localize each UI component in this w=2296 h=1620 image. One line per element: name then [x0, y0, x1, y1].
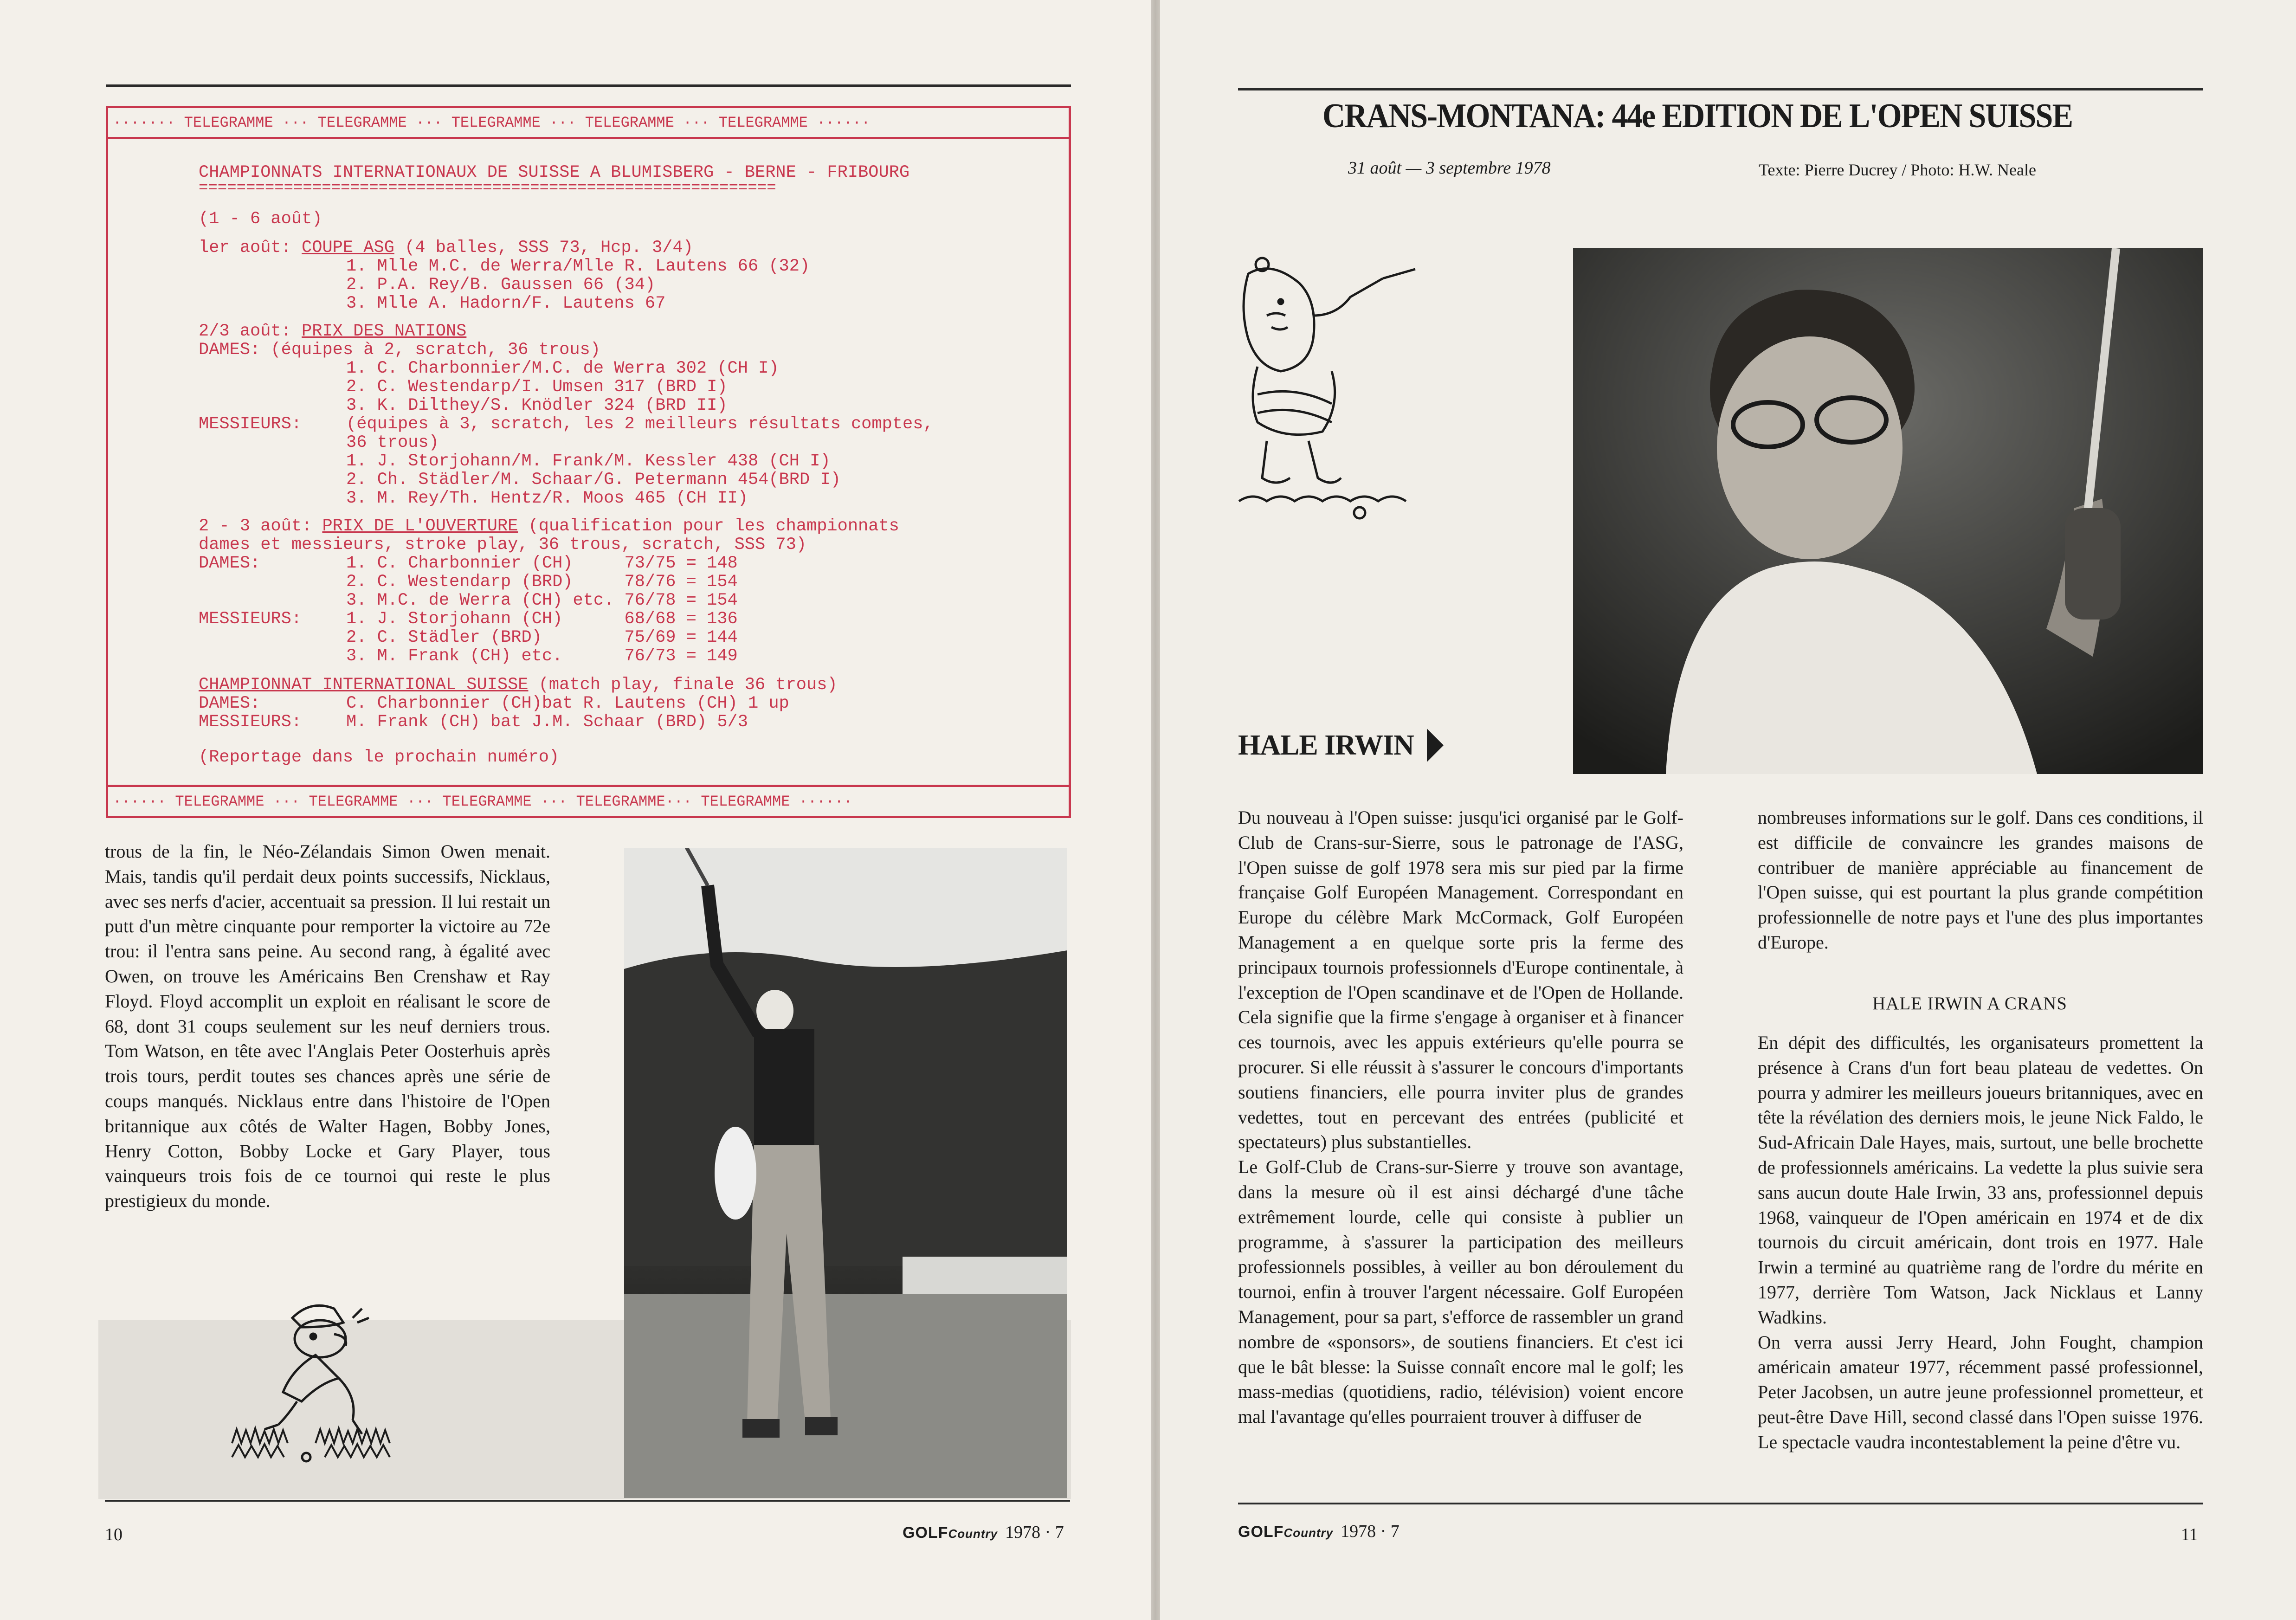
championnat-suffix: (match play, finale 36 trous): [528, 675, 838, 695]
triangle-pointer-icon: [1427, 729, 1444, 762]
coupe-result: 3. Mlle A. Hadorn/F. Lautens 67: [346, 294, 666, 313]
coupe-prefix: ler août:: [199, 238, 302, 258]
nations-name: PRIX DES NATIONS: [302, 322, 467, 341]
nations-dames-label: DAMES: (équipes à 2, scratch, 36 trous): [199, 340, 600, 360]
nations-messieurs-result: 3. M. Rey/Th. Hentz/R. Moos 465 (CH II): [346, 489, 748, 508]
magazine-footer: [1238, 1521, 1400, 1542]
ouverture-messieurs-result: 2. C. Städler (BRD) 75/69 = 144: [346, 628, 738, 647]
credits: Texte: Pierre Ducrey / Photo: H.W. Neale: [1759, 161, 2036, 179]
ouverture-dames-label: DAMES:: [199, 554, 261, 573]
nations-messieurs-label: MESSIEURS:: [199, 414, 302, 434]
dateline: 31 août — 3 septembre 1978: [1348, 158, 1551, 178]
ouverture-messieurs-result: 1. J. Storjohann (CH) 68/68 = 136: [346, 609, 738, 629]
article-paragraph: Du nouveau à l'Open suisse: jusqu'ici organisé par le Golf-Club de Crans-sur-Sierre, sous le patronage de l'ASG, l'Open suisse de golf 1978 sera mis sur pied par la firme française Golf Européen Management. Correspondant en Europe du célèbre Mark McCormack, Golf Européen Management a en quelque sorte pris la ferme des principaux tournois professionnels d'Europe continentale, à l'exception de l'Open scandinave et de l'Open de Hollande. Cela signifie que la firme s'engage à organiser et à financer ces tournois, avec les appuis extérieurs qu'elle pourra se procurer. Si elle réussit à s'assurer le concours d'importants soutiens financiers, elle pourra inviter plus de grandes vedettes, tout en percevant des entrées (publicité et spectateurs) plus substantielles.: [1238, 807, 1683, 1153]
article-column-2-bottom: [1758, 1030, 2203, 1455]
page-number: 10: [105, 1525, 123, 1544]
championnat-messieurs-label: MESSIEURS:: [199, 712, 302, 732]
telegram-reportage: (Reportage dans le prochain numéro): [199, 748, 560, 767]
caption-text: HALE IRWIN: [1238, 729, 1414, 761]
nations-messieurs-desc: (équipes à 3, scratch, les 2 meilleurs résultats comptes,: [346, 414, 934, 434]
ouverture-name: PRIX DE L'OUVERTURE: [322, 516, 518, 536]
ouverture-line2: dames et messieurs, stroke play, 36 trous, scratch, SSS 73): [199, 535, 807, 555]
nations-dames-result: 2. C. Westendarp/I. Umsen 317 (BRD I): [346, 377, 728, 397]
nations-dames-result: 1. C. Charbonnier/M.C. de Werra 302 (CH I): [346, 359, 779, 378]
article-paragraph: Le Golf-Club de Crans-sur-Sierre y trouve son avantage, dans la mesure où il est ainsi déchargé d'une tâche extrêmement lourde, celle qui consiste à publier un programme, à s'assurer la participation des meilleurs professionnels possibles, à veiller au bon déroulement du tournoi, enfin à trouver l'argent nécessaire. Golf Européen Management, pour sa part, s'efforce de rassembler un grand nombre de «sponsors», de soutiens financiers. Et c'est ici que le bât blesse: la Suisse connaît encore mal le golf; les mass-medias (quotidiens, radio, télévision) voient encore mal l'avantage qu'elles pourraient trouver à diffuser de: [1238, 1156, 1683, 1427]
nations-messieurs-desc: 36 trous): [346, 433, 439, 452]
championnat-dames-result: C. Charbonnier (CH)bat R. Lautens (CH) 1 up: [346, 694, 789, 713]
coupe-result: 1. Mlle M.C. de Werra/Mlle R. Lautens 66 (32): [346, 257, 810, 276]
championnat-dames-label: DAMES:: [199, 694, 261, 713]
article-paragraph: nombreuses informations sur le golf. Dans ces conditions, il est difficile de convaincre les grandes maisons de contribuer de manière appréciable au financement de l'Open suisse, qui est pourtant la plus grande compétition professionnelle de notre pays et l'une des plus importantes d'Europe.: [1758, 807, 2203, 953]
magazine-logo-main: GOLF: [903, 1524, 948, 1542]
coupe-result: 2. P.A. Rey/B. Gaussen 66 (34): [346, 275, 656, 295]
ouverture-messieurs-result: 3. M. Frank (CH) etc. 76/73 = 149: [346, 646, 738, 666]
article-column-2-top: [1758, 805, 2203, 955]
coupe-name: COUPE ASG: [302, 238, 394, 258]
article-paragraph: En dépit des difficultés, les organisateurs promettent la présence à Crans d'un fort beau plateau de vedettes. On pourra y admirer les meilleurs joueurs britanniques, avec en tête la révélation des derniers mois, le jeune Nick Faldo, le Sud-Africain Dale Hayes, mais, surtout, une belle brochette de professionnels américains. La vedette la plus suivie sera sans aucun doute Hale Irwin, 33 ans, professionnel depuis 1968, vainqueur de l'Open américain en 1974 et de dix tournois du circuit américain, dont trois en 1977. Hale Irwin a terminé au quatrième rang de l'ordre du mérite en 1977, derrière Tom Watson, Jack Nicklaus et Lanny Wadkins.: [1758, 1032, 2203, 1328]
ouverture-messieurs-label: MESSIEURS:: [199, 609, 302, 629]
bottom-rule: [1238, 1503, 2203, 1504]
nations-dames-result: 3. K. Dilthey/S. Knödler 324 (BRD II): [346, 396, 728, 415]
telegram-title-rule: =============================================================: [199, 180, 776, 197]
headline: CRANS-MONTANA: 44e EDITION DE L'OPEN SUISSE: [1322, 97, 2073, 135]
ouverture-prefix: 2 - 3 août:: [199, 516, 322, 536]
telegram-band-top: ······· TELEGRAMME ··· TELEGRAMME ··· TELEGRAMME ··· TELEGRAMME ··· TELEGRAMME ······: [108, 108, 1069, 139]
magazine-logo-main: GOLF: [1238, 1523, 1284, 1541]
telegram-title: CHAMPIONNATS INTERNATIONAUX DE SUISSE A BLUMISBERG - BERNE - FRIBOURG: [199, 163, 910, 182]
coupe-suffix: (4 balles, SSS 73, Hcp. 3/4): [394, 238, 693, 258]
article-paragraph: trous de la fin, le Néo-Zélandais Simon Owen menait. Mais, tandis qu'il perdait deux points successifs, Nicklaus, avec ses nerfs d'acier, accentuait sa pression. Il lui restait un putt d'un mètre cinquante pour remporter la victoire au 72e trou: il l'entra sans peine. Au second rang, à égalité avec Owen, on trouve les Américains Ben Crenshaw et Ray Floyd. Floyd accomplit un exploit en réalisant le score de 68, dont 31 coups seulement sur les neuf derniers trous. Tom Watson, en tête avec l'Anglais Peter Oosterhuis après trois tours, perdit toutes ses chances après une série de coups manqués. Nicklaus entre dans l'histoire de l'Open britannique aux côtés de Walter Hagen, Bobby Jones, Henry Cotton, Bobby Locke et Gary Player, tous vainqueurs trois fois de ce tournoi qui reste le plus prestigieux du monde.: [105, 841, 550, 1212]
ouverture-suffix: (qualification pour les championnats: [518, 516, 899, 536]
ouverture-dames-result: 2. C. Westendarp (BRD) 78/76 = 154: [346, 572, 738, 592]
championnat-name: CHAMPIONNAT INTERNATIONAL SUISSE: [199, 675, 529, 695]
photo-caption-title: [1238, 729, 1444, 762]
telegram-dates: (1 - 6 août): [199, 209, 322, 229]
subheading: HALE IRWIN A CRANS: [1872, 994, 2067, 1013]
telegram-band-bottom: ······ TELEGRAMME ··· TELEGRAMME ··· TELEGRAMME ··· TELEGRAMME··· TELEGRAMME ······: [108, 785, 1069, 816]
nations-messieurs-result: 2. Ch. Städler/M. Schaar/G. Petermann 454(BRD I): [346, 470, 841, 490]
championnat-messieurs-result: M. Frank (CH) bat J.M. Schaar (BRD) 5/3: [346, 712, 748, 732]
magazine-logo-sub: Country: [948, 1527, 998, 1541]
nations-prefix: 2/3 août:: [199, 322, 302, 341]
nations-messieurs-result: 1. J. Storjohann/M. Frank/M. Kessler 438 (CH I): [346, 452, 831, 471]
issue-number: 1978 · 7: [1005, 1523, 1064, 1542]
article-paragraph: On verra aussi Jerry Heard, John Fought, champion américain amateur 1977, récemment passé professionnel, Peter Jacobsen, un autre jeune professionnel prometteur, et peut-être Dave Hill, second classé dans l'Open suisse 1976. Le spectacle vaudra incontestablement la peine d'être vu.: [1758, 1331, 2203, 1452]
magazine-logo-sub: Country: [1283, 1526, 1334, 1540]
marmot-golfer-illustration: [1230, 246, 1490, 534]
ouverture-dames-result: 1. C. Charbonnier (CH) 73/75 = 148: [346, 554, 738, 573]
ouverture-dames-result: 3. M.C. de Werra (CH) etc. 76/78 = 154: [346, 591, 738, 610]
article-column-1: [1238, 805, 1683, 1429]
page-number: 11: [2181, 1525, 2198, 1544]
top-rule: [1238, 88, 2203, 90]
issue-number: 1978 · 7: [1341, 1522, 1400, 1541]
hale-irwin-photo: [1573, 248, 2203, 774]
magazine-logo: [1238, 1523, 1333, 1541]
